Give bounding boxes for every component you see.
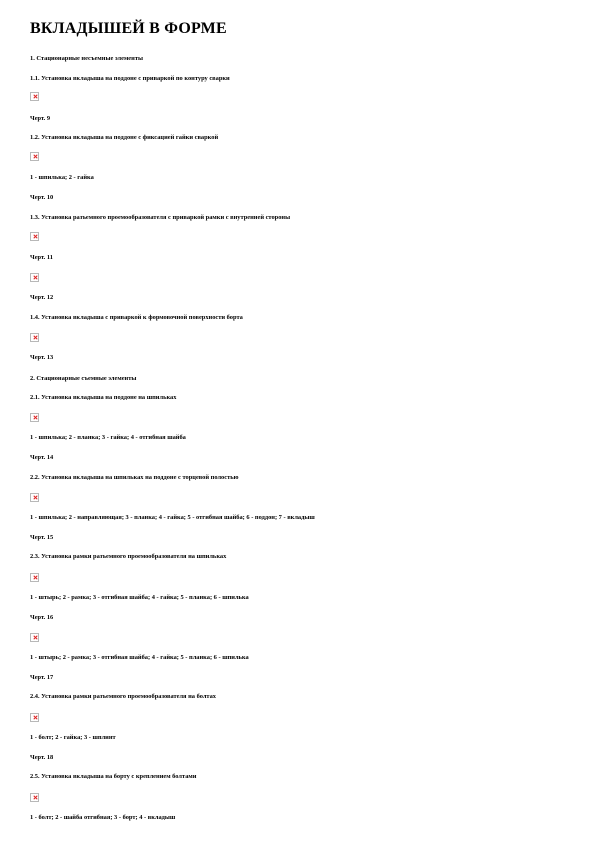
broken-image-icon (30, 493, 39, 502)
subsection-heading-1-4: 1.4. Установка вкладыша с приваркой к формовочной поверхности борта (30, 314, 243, 321)
subsection-heading-1-1: 1.1. Установка вкладыша на поддоне с приваркой по контуру сварки (30, 75, 230, 82)
subsection-heading-2-2: 2.2. Установка вкладыша на шпильках на поддоне с торцевой полостью (30, 474, 239, 481)
subsection-heading-1-2: 1.2. Установка вкладыша на поддоне с фиксацией гайки сваркой (30, 134, 219, 141)
broken-image-icon (30, 333, 39, 342)
broken-image-icon (30, 273, 39, 282)
figure-caption: Черт. 10 (30, 194, 54, 201)
broken-image-icon (30, 152, 39, 161)
figure-caption: Черт. 9 (30, 115, 51, 122)
broken-image-icon (30, 573, 39, 582)
broken-image-icon (30, 92, 39, 101)
subsection-heading-2-3: 2.3. Установка рамки разъемного проемообразователя на шпильках (30, 553, 227, 560)
subsection-heading-2-5: 2.5. Установка вкладыша на борту с креплением болтами (30, 773, 197, 780)
figure-legend: 1 - болт; 2 - гайка; 3 - шплинт (30, 734, 116, 741)
figure-caption: Черт. 13 (30, 354, 54, 361)
subsection-heading-2-1: 2.1. Установка вкладыша на поддоне на шпильках (30, 394, 177, 401)
broken-image-icon (30, 713, 39, 722)
subsection-heading-1-3: 1.3. Установка разъемного проемообразователя с приваркой рамки с внутренней стороны (30, 214, 291, 221)
figure-caption: Черт. 11 (30, 254, 53, 261)
figure-caption: Черт. 18 (30, 754, 54, 761)
figure-caption: Черт. 12 (30, 294, 54, 301)
figure-legend: 1 - шпилька; 2 - планка; 3 - гайка; 4 - отгибная шайба (30, 434, 186, 441)
figure-caption: Черт. 17 (30, 674, 54, 681)
figure-legend: 1 - болт; 2 - шайба отгибная; 3 - борт; 4 - вкладыш (30, 814, 176, 821)
section-heading-2: 2. Стационарные съемные элементы (30, 375, 137, 382)
broken-image-icon (30, 633, 39, 642)
figure-legend: 1 - штырь; 2 - рамка; 3 - отгибная шайба; 4 - гайка; 5 - планка; 6 - шпилька (30, 654, 249, 661)
broken-image-icon (30, 793, 39, 802)
figure-caption: Черт. 15 (30, 534, 54, 541)
broken-image-icon (30, 232, 39, 241)
subsection-heading-2-4: 2.4. Установка рамки разъемного проемообразователя на болтах (30, 693, 217, 700)
figure-caption: Черт. 14 (30, 454, 54, 461)
figure-legend: 1 - штырь; 2 - рамка; 3 - отгибная шайба; 4 - гайка; 5 - планка; 6 - шпилька (30, 594, 249, 601)
figure-legend: 1 - шпилька; 2 - направляющая; 3 - планка; 4 - гайка; 5 - отгибная шайба; 6 - поддон; 7 - вкладыш (30, 514, 315, 521)
figure-legend: 1 - шпилька; 2 - гайка (30, 174, 94, 181)
page-title: ВКЛАДЫШЕЙ В ФОРМЕ (30, 20, 227, 37)
broken-image-icon (30, 413, 39, 422)
section-heading-1: 1. Стационарные несъемные элементы (30, 55, 143, 62)
figure-caption: Черт. 16 (30, 614, 54, 621)
